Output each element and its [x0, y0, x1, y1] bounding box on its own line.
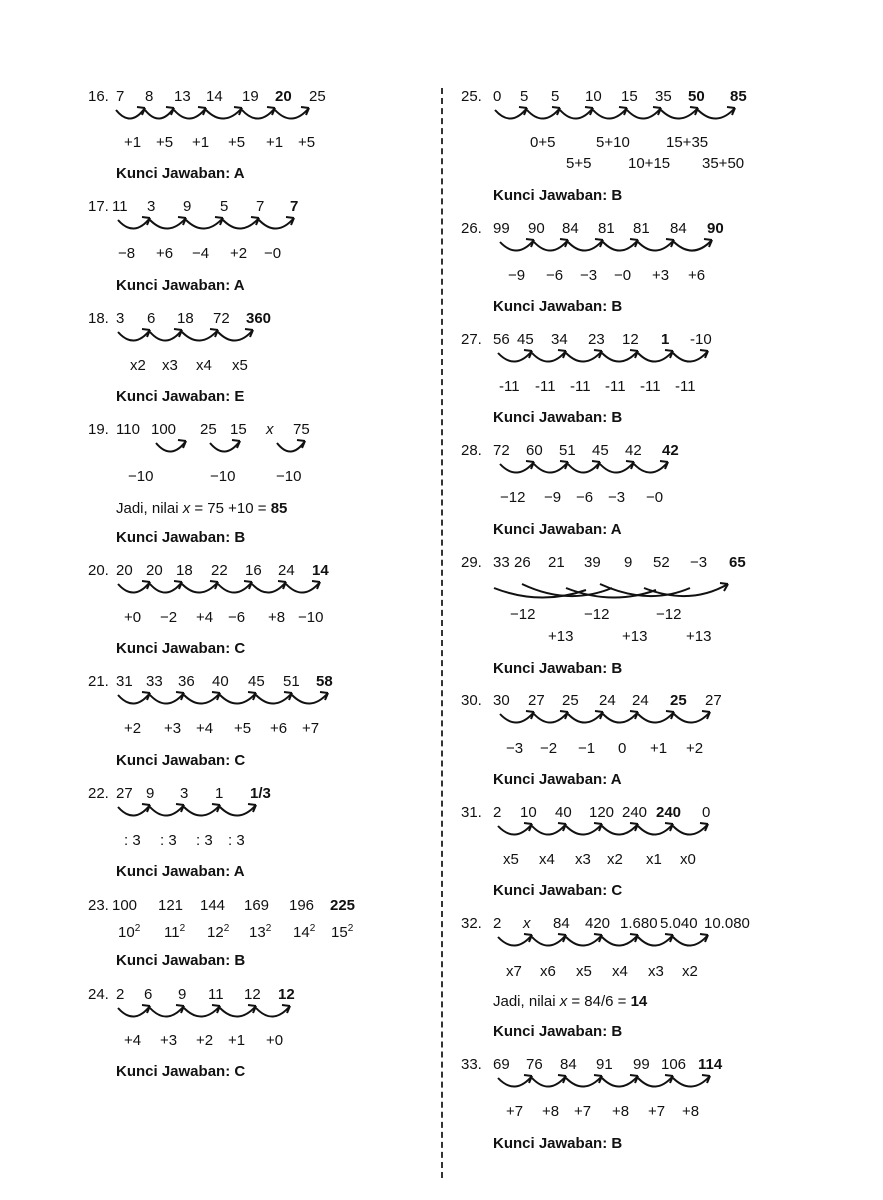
problem-number: 30.	[461, 692, 482, 709]
term: 10	[585, 88, 602, 105]
op-label: x6	[540, 963, 556, 980]
term-answer: 65	[729, 554, 746, 571]
term: 42	[625, 442, 642, 459]
term: −3	[690, 554, 708, 571]
term: 5	[551, 88, 560, 105]
op-label: +2	[196, 1032, 214, 1049]
term: 84	[670, 220, 687, 237]
op-label: -11	[605, 378, 626, 395]
term: 13	[174, 88, 191, 105]
op-label: +5	[298, 134, 316, 151]
term: 99	[493, 220, 510, 237]
op-label: −12	[656, 606, 682, 623]
term: 58	[316, 673, 333, 690]
op-label: x4	[612, 963, 628, 980]
term-answer: 225	[330, 897, 356, 914]
power: $15^2$	[331, 923, 354, 941]
term: 81	[633, 220, 650, 237]
op-label: x5	[232, 357, 248, 374]
op-label: −12	[510, 606, 536, 623]
term: 84	[560, 1056, 577, 1073]
term: x	[523, 915, 531, 932]
term: 3	[116, 310, 125, 327]
term: 100	[151, 421, 177, 438]
term: 8	[145, 88, 154, 105]
term: 84	[553, 915, 570, 932]
op-label: −8	[118, 245, 136, 262]
term: 19	[242, 88, 259, 105]
op-label: +13	[622, 628, 648, 645]
op-label: +6	[156, 245, 174, 262]
term: 24	[599, 692, 616, 709]
op-label: −10	[210, 468, 236, 485]
term: 60	[526, 442, 543, 459]
answer-key: Kunci Jawaban: B	[116, 952, 246, 969]
term: 11	[112, 198, 128, 215]
op-label: −6	[546, 267, 564, 284]
term: 45	[517, 331, 534, 348]
term: 50	[688, 88, 705, 105]
term: 2	[116, 986, 125, 1003]
term: 81	[598, 220, 615, 237]
term: 72	[493, 442, 510, 459]
op-label: +13	[548, 628, 574, 645]
term: 18	[177, 310, 194, 327]
answer-key: Kunci Jawaban: C	[116, 1063, 246, 1080]
term: 5	[520, 88, 529, 105]
term: 24	[278, 562, 295, 579]
answer-key: Kunci Jawaban: B	[493, 187, 623, 204]
term: 25	[309, 88, 326, 105]
term: 16	[245, 562, 262, 579]
term: 7	[256, 198, 265, 215]
op-label: +8	[542, 1103, 560, 1120]
term: 0	[493, 88, 502, 105]
op-label: x4	[539, 851, 555, 868]
term: 1	[215, 785, 224, 802]
term: 114	[698, 1056, 723, 1073]
op-label: −2	[540, 740, 558, 757]
term: 45	[592, 442, 609, 459]
term: 52	[653, 554, 670, 571]
op-label: −6	[228, 609, 246, 626]
term: 169	[244, 897, 270, 914]
op-label: +8	[612, 1103, 630, 1120]
op-label: +3	[652, 267, 670, 284]
op-label: −0	[646, 489, 664, 506]
op-label: x3	[575, 851, 591, 868]
term: 33	[493, 554, 510, 571]
power: $10^2$	[118, 923, 141, 941]
power: $13^2$	[249, 923, 272, 941]
term: 33	[146, 673, 163, 690]
problem-number: 23.	[88, 897, 109, 914]
op-label: +2	[230, 245, 248, 262]
term: 7	[116, 88, 125, 105]
op-label: −12	[500, 489, 526, 506]
op-label: −0	[614, 267, 632, 284]
problem-number: 29.	[461, 554, 482, 571]
term: 42	[662, 442, 679, 459]
op-label: 0	[618, 740, 627, 757]
op-label: x0	[680, 851, 696, 868]
op-label: -11	[675, 378, 696, 395]
op-label: +8	[682, 1103, 700, 1120]
term: 0	[702, 804, 711, 821]
term: 240	[622, 804, 648, 821]
term: 6	[147, 310, 156, 327]
term: 15	[230, 421, 247, 438]
op-label: : 3	[228, 832, 245, 849]
term: 40	[212, 673, 229, 690]
answer-key: Kunci Jawaban: B	[493, 660, 623, 677]
op-label: x4	[196, 357, 212, 374]
problem-number: 22.	[88, 785, 109, 802]
problem-number: 17.	[88, 198, 109, 215]
op-label: +4	[196, 609, 214, 626]
term: 25	[200, 421, 217, 438]
op-label: : 3	[160, 832, 177, 849]
term: 25	[670, 692, 687, 709]
term: -10	[690, 331, 712, 348]
term: 21	[548, 554, 565, 571]
answer-key: Kunci Jawaban: A	[493, 521, 622, 538]
term: 27	[705, 692, 722, 709]
op-label: +7	[506, 1103, 524, 1120]
power: $12^2$	[207, 923, 230, 941]
term: 120	[589, 804, 615, 821]
answer-key: Kunci Jawaban: C	[493, 882, 623, 899]
problem-number: 33.	[461, 1056, 482, 1073]
op-label: +1	[124, 134, 142, 151]
answer-key: Kunci Jawaban: B	[493, 298, 623, 315]
problem-number: 32.	[461, 915, 482, 932]
term: 14	[206, 88, 223, 105]
term: 2	[493, 915, 502, 932]
term: 69	[493, 1056, 510, 1073]
term: 72	[213, 310, 230, 327]
term: 76	[526, 1056, 543, 1073]
op-label: +7	[302, 720, 320, 737]
term: 90	[528, 220, 545, 237]
answer-key: Kunci Jawaban: A	[493, 771, 622, 788]
term: 1	[661, 331, 670, 348]
term: 91	[596, 1056, 613, 1073]
term: 27	[116, 785, 133, 802]
answer-key: Kunci Jawaban: A	[116, 863, 245, 880]
term: 24	[632, 692, 649, 709]
op-label: x2	[130, 357, 146, 374]
term: 2	[493, 804, 502, 821]
term: 31	[116, 673, 133, 690]
term: 75	[293, 421, 310, 438]
op-label: x7	[506, 963, 522, 980]
term: 27	[528, 692, 545, 709]
term: 26	[514, 554, 531, 571]
op-label: x1	[646, 851, 662, 868]
term: 7	[290, 198, 299, 215]
term: 100	[112, 897, 138, 914]
op-label: 15+35	[666, 134, 709, 151]
term: 9	[183, 198, 192, 215]
op-label: : 3	[196, 832, 213, 849]
op-label: : 3	[124, 832, 141, 849]
term: 3	[147, 198, 156, 215]
op-label: x2	[682, 963, 698, 980]
term: 1.680	[620, 915, 658, 932]
problem-number: 21.	[88, 673, 109, 690]
op-label: −10	[128, 468, 154, 485]
answer-key: Kunci Jawaban: C	[116, 752, 246, 769]
answer-key: Kunci Jawaban: B	[116, 529, 246, 546]
op-label: x3	[162, 357, 178, 374]
term: 144	[200, 897, 226, 914]
problem-number: 18.	[88, 310, 109, 327]
term: 20	[116, 562, 133, 579]
term: 9	[178, 986, 187, 1003]
op-label: +1	[266, 134, 284, 151]
op-label: 10+15	[628, 155, 671, 172]
term: 15	[621, 88, 638, 105]
term: 90	[707, 220, 724, 237]
term: 25	[562, 692, 579, 709]
note-32: Jadi, nilai x = 84/6 = 14	[493, 993, 648, 1010]
term: 34	[551, 331, 568, 348]
op-label: +7	[648, 1103, 666, 1120]
term: 196	[289, 897, 315, 914]
op-label: −2	[160, 609, 178, 626]
op-label: +13	[686, 628, 712, 645]
term: 10	[520, 804, 537, 821]
term: 12	[278, 986, 295, 1003]
op-label: −0	[264, 245, 282, 262]
op-label: +8	[268, 609, 286, 626]
answer-key: Kunci Jawaban: B	[493, 409, 623, 426]
problem-number: 31.	[461, 804, 482, 821]
term: 110	[116, 421, 140, 438]
term: 5	[220, 198, 229, 215]
op-label: +2	[686, 740, 704, 757]
term: 45	[248, 673, 265, 690]
problem-number: 24.	[88, 986, 109, 1003]
term: 40	[555, 804, 572, 821]
op-label: +5	[228, 134, 246, 151]
term: 22	[211, 562, 228, 579]
note-19: Jadi, nilai x = 75 +10 = 85	[116, 500, 288, 517]
term: 10.080	[704, 915, 750, 932]
op-label: -11	[535, 378, 556, 395]
term: 51	[559, 442, 576, 459]
problem-number: 28.	[461, 442, 482, 459]
term: 20	[275, 88, 292, 105]
problem-number: 16.	[88, 88, 109, 105]
term: 240	[656, 804, 682, 821]
answer-key: Kunci Jawaban: B	[493, 1023, 623, 1040]
op-label: +0	[266, 1032, 284, 1049]
power: $14^2$	[293, 923, 316, 941]
op-label: -11	[570, 378, 591, 395]
op-label: +1	[228, 1032, 246, 1049]
term: 14	[312, 562, 329, 579]
problem-number: 27.	[461, 331, 482, 348]
answer-key: Kunci Jawaban: C	[116, 640, 246, 657]
term: 360	[246, 310, 272, 327]
op-label: -11	[499, 378, 520, 395]
term: 56	[493, 331, 510, 348]
op-label: +4	[124, 1032, 142, 1049]
op-label: 5+10	[596, 134, 630, 151]
term: 85	[730, 88, 747, 105]
problem-number: 20.	[88, 562, 109, 579]
op-label: +0	[124, 609, 142, 626]
op-label: x5	[503, 851, 519, 868]
term: 51	[283, 673, 300, 690]
term: 9	[624, 554, 633, 571]
problem-number: 26.	[461, 220, 482, 237]
op-label: +3	[164, 720, 182, 737]
term: 18	[176, 562, 193, 579]
op-label: -11	[640, 378, 661, 395]
term: 11	[208, 986, 224, 1003]
term: 35	[655, 88, 672, 105]
op-label: 5+5	[566, 155, 592, 172]
term: 420	[585, 915, 611, 932]
problem-number: 19.	[88, 421, 109, 438]
term: 1/3	[250, 785, 271, 802]
term: 36	[178, 673, 195, 690]
op-label: +5	[156, 134, 174, 151]
term: 20	[146, 562, 163, 579]
term: 99	[633, 1056, 650, 1073]
op-label: −3	[608, 489, 626, 506]
op-label: +1	[192, 134, 210, 151]
term: 84	[562, 220, 579, 237]
answer-key: Kunci Jawaban: A	[116, 277, 245, 294]
op-label: +6	[688, 267, 706, 284]
op-label: −6	[576, 489, 594, 506]
power: $11^2$	[164, 923, 186, 941]
op-label: −3	[580, 267, 598, 284]
term: 3	[180, 785, 189, 802]
answer-key: Kunci Jawaban: E	[116, 388, 245, 405]
term: 9	[146, 785, 155, 802]
op-label: +4	[196, 720, 214, 737]
op-label: x5	[576, 963, 592, 980]
op-label: +7	[574, 1103, 592, 1120]
answer-key: Kunci Jawaban: B	[493, 1135, 623, 1152]
op-label: −10	[276, 468, 302, 485]
op-label: −10	[298, 609, 324, 626]
op-label: +2	[124, 720, 142, 737]
term: 12	[622, 331, 639, 348]
op-label: x2	[607, 851, 623, 868]
answer-key: Kunci Jawaban: A	[116, 165, 245, 182]
op-label: +3	[160, 1032, 178, 1049]
term: 106	[661, 1056, 687, 1073]
term: 23	[588, 331, 605, 348]
term: 39	[584, 554, 601, 571]
op-label: 0+5	[530, 134, 556, 151]
op-label: +6	[270, 720, 288, 737]
op-label: −1	[578, 740, 596, 757]
op-label: +5	[234, 720, 252, 737]
term: 30	[493, 692, 510, 709]
op-label: −4	[192, 245, 210, 262]
term: 121	[158, 897, 184, 914]
op-label: −12	[584, 606, 610, 623]
op-label: 35+50	[702, 155, 745, 172]
term: 6	[144, 986, 153, 1003]
term: 12	[244, 986, 261, 1003]
term: x	[266, 421, 274, 438]
problem-number: 25.	[461, 88, 482, 105]
op-label: −9	[508, 267, 526, 284]
op-label: −9	[544, 489, 562, 506]
op-label: −3	[506, 740, 524, 757]
op-label: x3	[648, 963, 664, 980]
term: 5.040	[660, 915, 698, 932]
op-label: +1	[650, 740, 668, 757]
